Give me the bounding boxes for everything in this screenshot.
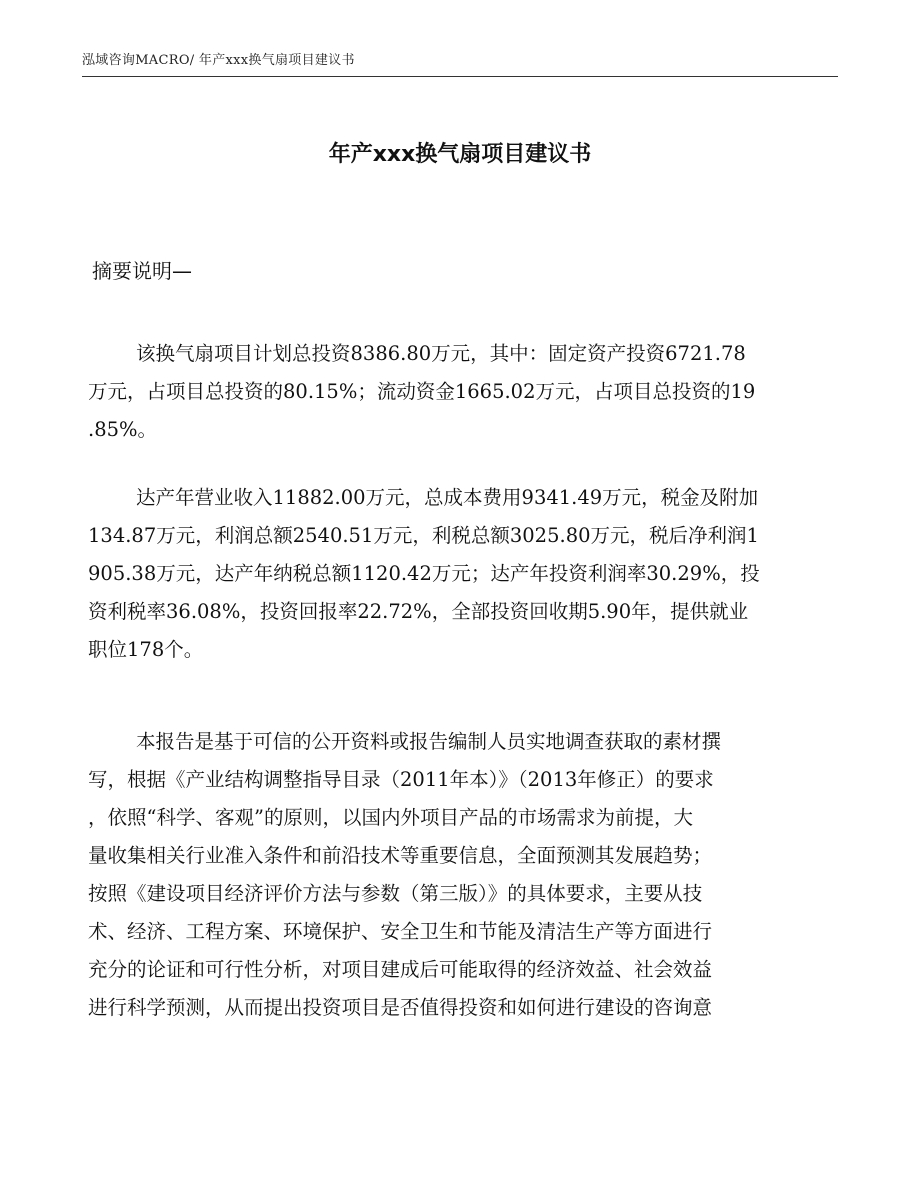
paragraph-methodology <box>88 723 832 1027</box>
paragraph-revenue <box>88 479 832 669</box>
document-title: 年产xxx换气扇项目建议书 <box>328 142 592 167</box>
page-header: 泓域咨询MACRO/ 年产xxx换气扇项目建议书 <box>82 53 355 68</box>
paragraph-line: 达产年营业收入11882.00万元，总成本费用9341.49万元，税金及附加 <box>136 486 759 509</box>
section-heading: 摘要说明— <box>92 259 192 283</box>
paragraph-investment <box>88 335 832 449</box>
paragraph-line: ，依照“科学、客观”的原则，以国内外项目产品的市场需求为前提，大 <box>88 806 693 829</box>
paragraph-line: 进行科学预测，从而提出投资项目是否值得投资和如何进行建设的咨询意 <box>88 996 713 1019</box>
paragraph-line: 134.87万元，利润总额2540.51万元，利税总额3025.80万元，税后净利润1 <box>88 524 759 547</box>
paragraph-line: 万元，占项目总投资的80.15%；流动资金1665.02万元，占项目总投资的19 <box>88 380 756 403</box>
paragraph-line: 充分的论证和可行性分析，对项目建成后可能取得的经济效益、社会效益 <box>88 958 713 981</box>
paragraph-line: 术、经济、工程方案、环境保护、安全卫生和节能及清洁生产等方面进行 <box>88 920 713 943</box>
paragraph-line: 本报告是基于可信的公开资料或报告编制人员实地调查获取的素材撰 <box>136 730 722 753</box>
paragraph-line: .85%。 <box>88 418 158 441</box>
paragraph-line: 资利税率36.08%，投资回报率22.72%，全部投资回收期5.90年，提供就业 <box>88 600 749 623</box>
paragraph-line: 905.38万元，达产年纳税总额1120.42万元；达产年投资利润率30.29%，投 <box>88 562 760 585</box>
paragraph-line: 量收集相关行业准入条件和前沿技术等重要信息，全面预测其发展趋势； <box>88 844 713 867</box>
header-divider <box>82 76 838 77</box>
paragraph-line: 按照《建设项目经济评价方法与参数（第三版）》的具体要求，主要从技 <box>88 882 703 905</box>
paragraph-line: 写，根据《产业结构调整指导目录（2011年本）》（2013年修正）的要求 <box>88 768 714 791</box>
paragraph-line: 该换气扇项目计划总投资8386.80万元，其中：固定资产投资6721.78 <box>136 342 746 365</box>
paragraph-line: 职位178个。 <box>88 638 204 661</box>
